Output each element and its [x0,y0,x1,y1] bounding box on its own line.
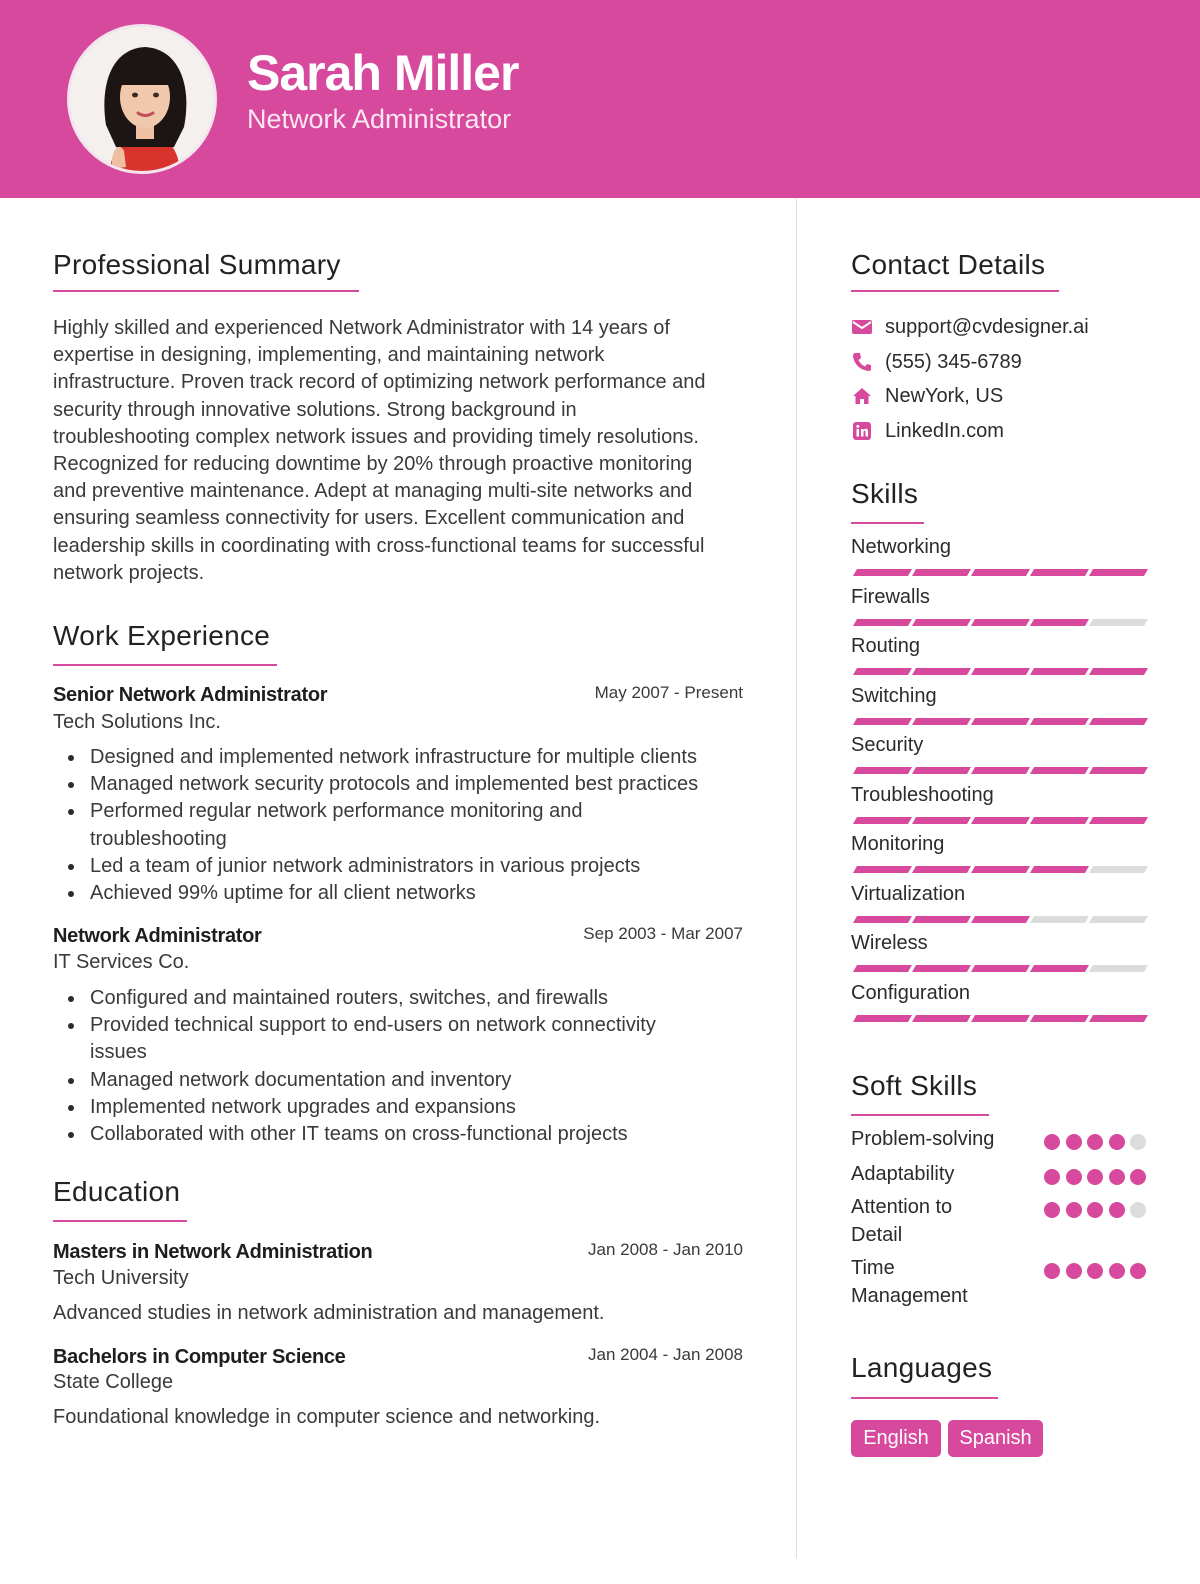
profile-photo [67,24,217,174]
job-title: Senior Network Administrator [53,684,328,706]
candidate-title: Network Administrator [247,104,512,134]
summary-heading: Professional Summary [53,249,341,280]
rating-dot-filled [1066,1202,1082,1218]
skill-segment-filled [912,619,971,626]
contact-phone[interactable] [851,348,1022,376]
rating-dot-filled [1044,1169,1060,1185]
summary-line: leadership skills in coordinating with cross-functional teams for successful [53,534,705,557]
skill-name: Firewalls [851,585,930,608]
skill-segment-filled [971,866,1030,873]
skill-segment-filled [912,916,971,923]
skill-segment-filled [853,965,912,972]
bullet-item: Designed and implemented network infrastructure for multiple clients [53,744,773,771]
skill-level-bar [851,817,1147,824]
job-dates: Sep 2003 - Mar 2007 [583,924,743,943]
skill-segment-filled [971,916,1030,923]
candidate-name: Sarah Miller [247,45,519,101]
contact-linkedin[interactable] [851,417,1004,445]
skill-segment-filled [971,668,1030,675]
skill-level-bar [851,668,1147,675]
skill-segment-filled [1089,767,1148,774]
skill-name: Wireless [851,932,928,954]
skill-segment-filled [1030,718,1089,725]
skill-segment-filled [971,1015,1030,1022]
phone-icon [851,351,873,373]
rating-dot-filled [1066,1134,1082,1150]
skill-level-bar [851,866,1147,873]
column-divider [796,198,797,1558]
skill-segment-filled [1030,619,1089,626]
summary-line: infrastructure. Proven track record of optimizing network performance and [53,371,706,394]
skill-segment-filled [1089,668,1148,675]
skill-segment-filled [1089,718,1148,725]
home-icon [851,385,873,407]
language-badge: English [851,1420,941,1457]
skill-segment-filled [1030,817,1089,824]
contact-heading: Contact Details [851,249,1046,280]
envelope-icon [851,316,873,338]
school-name: State College [53,1371,174,1393]
contact-phone-text: (555) 345-6789 [885,350,1022,373]
skill-name: Routing [851,635,920,657]
skill-segment-filled [1030,1015,1089,1022]
contact-underline [851,290,1059,292]
skill-segment-filled [1030,767,1089,774]
skill-segment-filled [853,767,912,774]
skill-segment-filled [1089,1015,1148,1022]
job-company: Tech Solutions Inc. [53,711,221,733]
rating-dot-filled [1109,1134,1125,1150]
skill-segment-filled [912,965,971,972]
degree-title: Masters in Network Administration [53,1241,373,1263]
skill-segment-filled [971,767,1030,774]
skill-name: Switching [851,684,937,707]
bullet-item: Implemented network upgrades and expansions [53,1094,773,1121]
summary-line: troubleshooting complex network issues and providing timely resolutions. [53,425,699,448]
summary-line: and preventive maintenance. Adept at managing multi-site networks and [53,480,693,503]
rating-dot-empty [1130,1202,1146,1218]
soft-skill-name: Problem-solving [851,1128,995,1150]
skill-segment-filled [912,866,971,873]
skill-segment-filled [912,1015,971,1022]
soft-skill-rating [1044,1134,1154,1150]
languages-underline [851,1397,998,1399]
soft-skill-rating [1044,1263,1154,1279]
bullet-item: Performed regular network performance monitoring and troubleshooting [53,798,773,852]
skill-name: Virtualization [851,882,966,905]
skill-name: Configuration [851,981,970,1004]
job-title: Network Administrator [53,925,262,947]
education-dates: Jan 2004 - Jan 2008 [587,1345,743,1364]
rating-dot-filled [1087,1134,1103,1150]
summary-line: expertise in designing, implementing, and maintaining network [53,344,605,367]
skill-segment-filled [853,619,912,626]
skill-segment-filled [971,718,1030,725]
rating-dot-filled [1044,1202,1060,1218]
contact-linkedin-text: LinkedIn.com [885,419,1004,442]
rating-dot-filled [1087,1202,1103,1218]
skill-segment-filled [853,569,912,576]
soft-skill-rating [1044,1169,1154,1185]
summary-underline [53,290,359,292]
skill-level-bar [851,1015,1147,1022]
soft-skills-heading: Soft Skills [851,1070,978,1101]
soft-skills-underline [851,1114,989,1116]
bullet-item: Led a team of junior network administrators in various projects [53,853,773,880]
skill-segment-filled [971,817,1030,824]
skill-segment-empty [1030,916,1089,923]
bullet-item: Provided technical support to end-users on network connectivity issues [53,1012,773,1066]
soft-skill-rating [1044,1202,1154,1218]
skill-level-bar [851,767,1147,774]
bullet-item: Achieved 99% uptime for all client networks [53,880,773,907]
degree-title: Bachelors in Computer Science [53,1346,346,1368]
soft-skill-name: Adaptability [851,1163,955,1185]
contact-location [851,382,1003,410]
rating-dot-filled [1109,1263,1125,1279]
skill-segment-filled [912,569,971,576]
summary-text [53,315,753,587]
skill-segment-filled [853,718,912,725]
skill-level-bar [851,965,1147,972]
rating-dot-filled [1109,1169,1125,1185]
education-heading: Education [53,1176,181,1207]
education-description: Advanced studies in network administration and management. [53,1302,605,1324]
skill-segment-filled [912,767,971,774]
rating-dot-filled [1066,1263,1082,1279]
summary-line: Recognized for reducing downtime by 20% through proactive monitoring [53,453,693,476]
skill-segment-filled [853,668,912,675]
rating-dot-empty [1130,1134,1146,1150]
skill-segment-filled [1030,965,1089,972]
skill-segment-filled [912,817,971,824]
skill-level-bar [851,916,1147,923]
bullet-item: Configured and maintained routers, switches, and firewalls [53,985,773,1012]
rating-dot-filled [1044,1134,1060,1150]
skill-segment-filled [853,916,912,923]
skill-segment-filled [1030,866,1089,873]
rating-dot-filled [1087,1263,1103,1279]
work-heading: Work Experience [53,620,271,651]
bullet-item: Collaborated with other IT teams on cross-functional projects [53,1121,773,1148]
education-underline [53,1220,187,1222]
skill-level-bar [851,718,1147,725]
job-bullets [53,985,773,1148]
rating-dot-filled [1044,1263,1060,1279]
skill-segment-filled [1030,668,1089,675]
skill-segment-filled [971,965,1030,972]
bullet-item: Managed network documentation and inventory [53,1067,773,1094]
skill-segment-empty [1089,619,1148,626]
summary-line: ensuring seamless connectivity for users. Excellent communication and [53,507,685,530]
summary-line: security through innovative solutions. Strong background in [53,398,577,421]
school-name: Tech University [53,1267,189,1289]
rating-dot-filled [1130,1169,1146,1185]
linkedin-icon [851,420,873,442]
skills-heading: Skills [851,478,919,509]
profile-photo-illustration [70,27,217,174]
skill-segment-empty [1089,965,1148,972]
contact-location-text: NewYork, US [885,384,1004,407]
languages-heading: Languages [851,1352,993,1383]
rating-dot-filled [1130,1263,1146,1279]
skill-segment-filled [853,817,912,824]
skill-segment-filled [912,718,971,725]
skill-segment-filled [971,569,1030,576]
education-dates: Jan 2008 - Jan 2010 [587,1240,743,1259]
soft-skill-name: Time Management [851,1257,968,1307]
contact-email-text: support@cvdesigner.ai [885,315,1089,338]
skill-segment-filled [853,1015,912,1022]
skill-name: Troubleshooting [851,783,994,806]
resume-header [0,0,1200,198]
bullet-item: Managed network security protocols and implemented best practices [53,771,773,798]
education-description: Foundational knowledge in computer science and networking. [53,1406,601,1428]
skill-level-bar [851,569,1147,576]
rating-dot-filled [1087,1169,1103,1185]
job-dates: May 2007 - Present [594,683,743,702]
summary-line: Highly skilled and experienced Network Administrator with 14 years of [53,317,670,339]
rating-dot-filled [1109,1202,1125,1218]
skill-segment-filled [853,866,912,873]
skill-level-bar [851,619,1147,626]
skill-segment-filled [1030,569,1089,576]
work-underline [53,664,277,666]
skills-underline [851,522,924,524]
skill-name: Monitoring [851,833,945,855]
skill-segment-filled [912,668,971,675]
rating-dot-filled [1066,1169,1082,1185]
skill-segment-filled [971,619,1030,626]
skill-segment-filled [1089,817,1148,824]
skill-segment-empty [1089,866,1148,873]
soft-skill-name: Attention to Detail [851,1196,953,1246]
skill-segment-filled [1089,569,1148,576]
skill-name: Security [851,734,924,756]
contact-email[interactable] [851,313,1089,341]
job-company: IT Services Co. [53,951,190,973]
language-badge: Spanish [948,1420,1043,1457]
summary-line: network projects. [53,561,205,584]
job-bullets [53,744,773,907]
skill-segment-empty [1089,916,1148,923]
skill-name: Networking [851,536,952,558]
